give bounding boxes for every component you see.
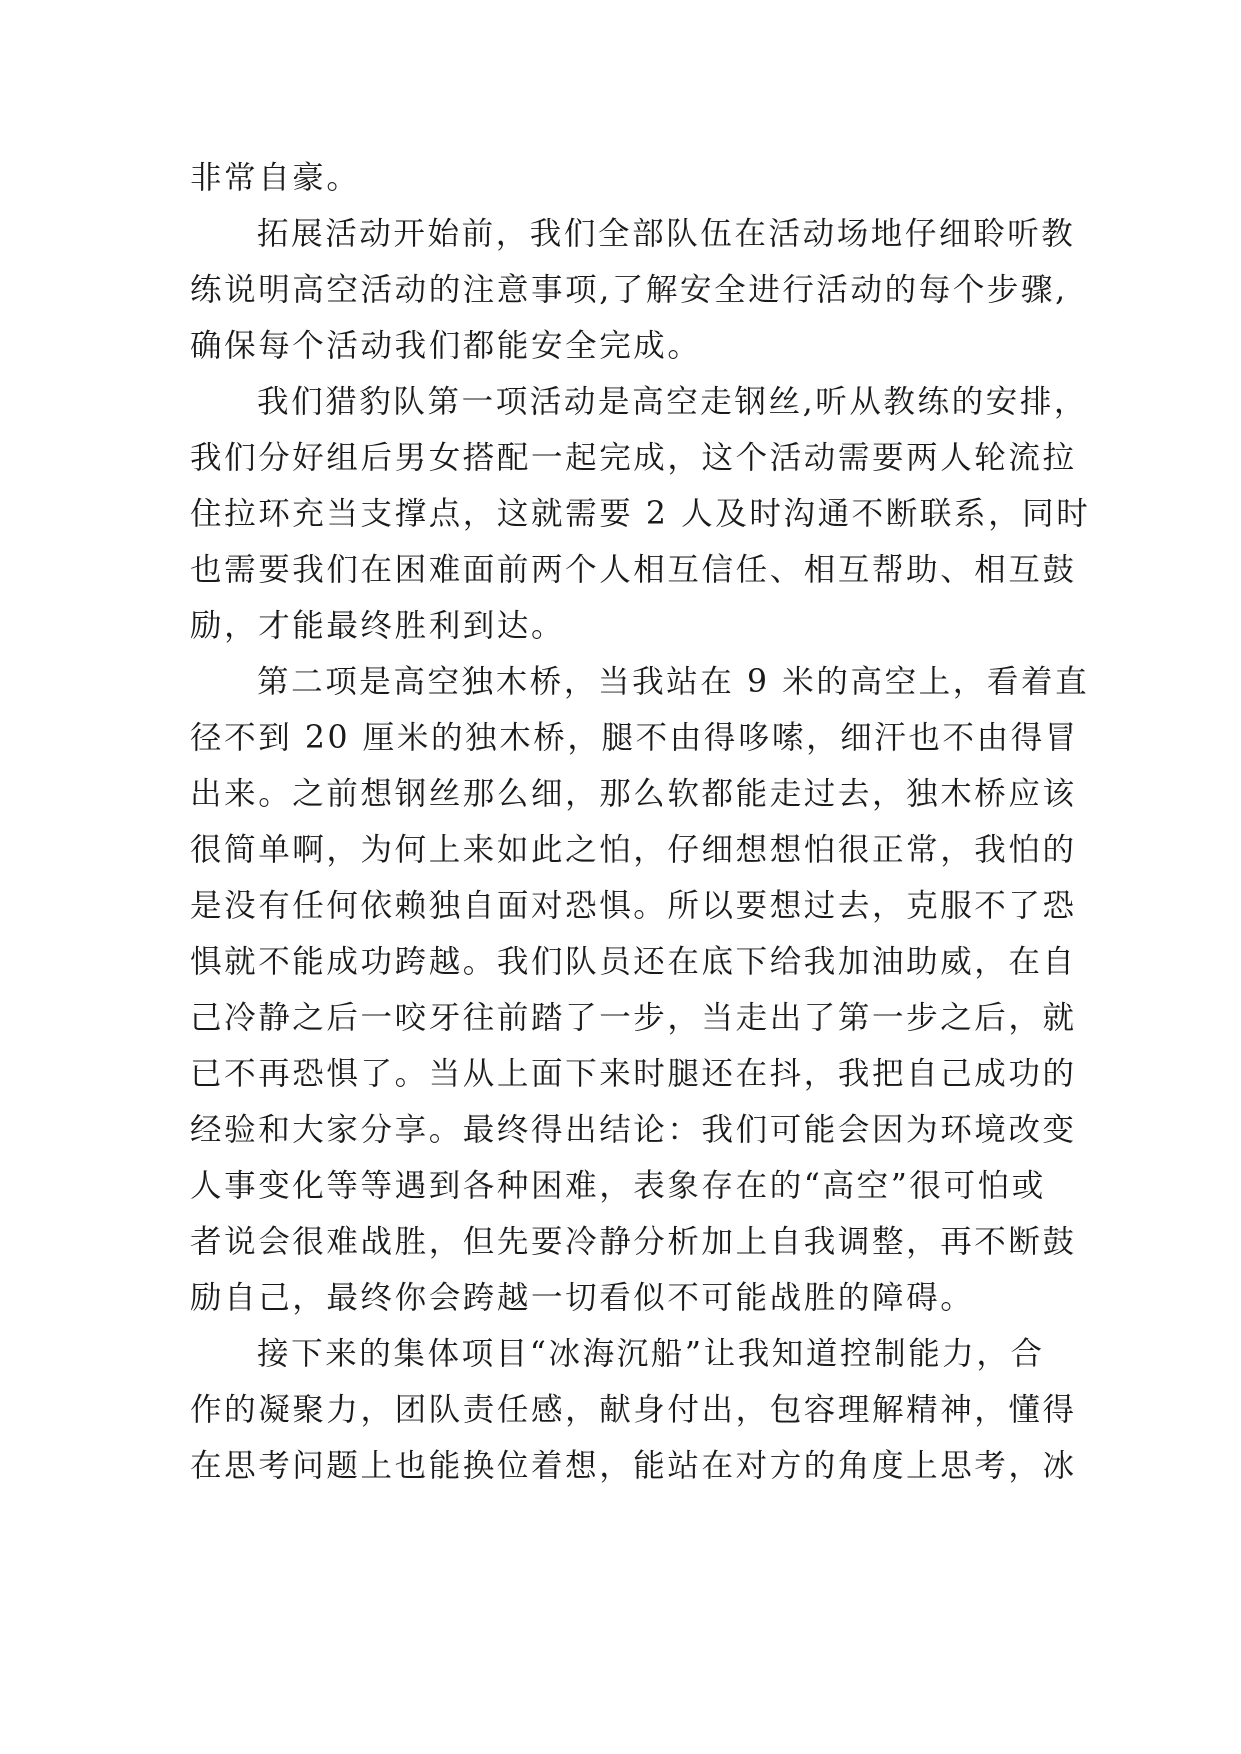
text-line-16: 己冷静之后一咬牙往前踏了一步，当走出了第一步之后，就 [190,1000,1077,1036]
text-line-23: 作的凝聚力，团队责任感，献身付出，包容理解精神，懂得 [190,1392,1077,1428]
text-line-4: 确保每个活动我们都能安全完成。 [190,328,702,364]
paragraph-start-line-5: 我们猎豹队第一项活动是高空走钢丝,听从教练的安排， [257,384,1089,420]
document-body [190,150,1091,1494]
text-line-19: 人事变化等等遇到各种困难，表象存在的“高空”很可怕或 [190,1168,1046,1204]
paragraph-start-line-2: 拓展活动开始前，我们全部队伍在活动场地仔细聆听教 [257,216,1076,252]
text-line-24: 在思考问题上也能换位着想，能站在对方的角度上思考，冰 [190,1448,1077,1484]
text-line-3: 练说明高空活动的注意事项,了解安全进行活动的每个步骤, [190,272,1068,308]
text-line-8: 也需要我们在困难面前两个人相互信任、相互帮助、相互鼓 [190,552,1077,588]
text-line-7: 住拉环充当支撑点，这就需要 2 人及时沟通不断联系，同时 [190,496,1091,532]
text-line-18: 经验和大家分享。最终得出结论：我们可能会因为环境改变 [190,1112,1077,1148]
text-line-1: 非常自豪。 [190,160,361,196]
text-line-15: 惧就不能成功跨越。我们队员还在底下给我加油助威，在自 [190,944,1077,980]
text-line-13: 很简单啊，为何上来如此之怕，仔细想想怕很正常，我怕的 [190,832,1077,868]
text-line-14: 是没有任何依赖独自面对恐惧。所以要想过去，克服不了恐 [190,888,1077,924]
text-line-6: 我们分好组后男女搭配一起完成，这个活动需要两人轮流拉 [190,440,1077,476]
paragraph-start-line-10: 第二项是高空独木桥，当我站在 9 米的高空上，看着直 [257,664,1090,700]
paragraph-start-line-22: 接下来的集体项目“冰海沉船”让我知道控制能力，合 [257,1336,1045,1372]
text-line-17: 已不再恐惧了。当从上面下来时腿还在抖，我把自己成功的 [190,1056,1077,1092]
text-line-20: 者说会很难战胜，但先要冷静分析加上自我调整，再不断鼓 [190,1224,1077,1260]
text-line-11: 径不到 20 厘米的独木桥，腿不由得哆嗦，细汗也不由得冒 [190,720,1079,756]
text-line-12: 出来。之前想钢丝那么细，那么软都能走过去，独木桥应该 [190,776,1077,812]
text-line-21: 励自己，最终你会跨越一切看似不可能战胜的障碍。 [190,1280,975,1316]
text-line-9: 励，才能最终胜利到达。 [190,608,566,644]
